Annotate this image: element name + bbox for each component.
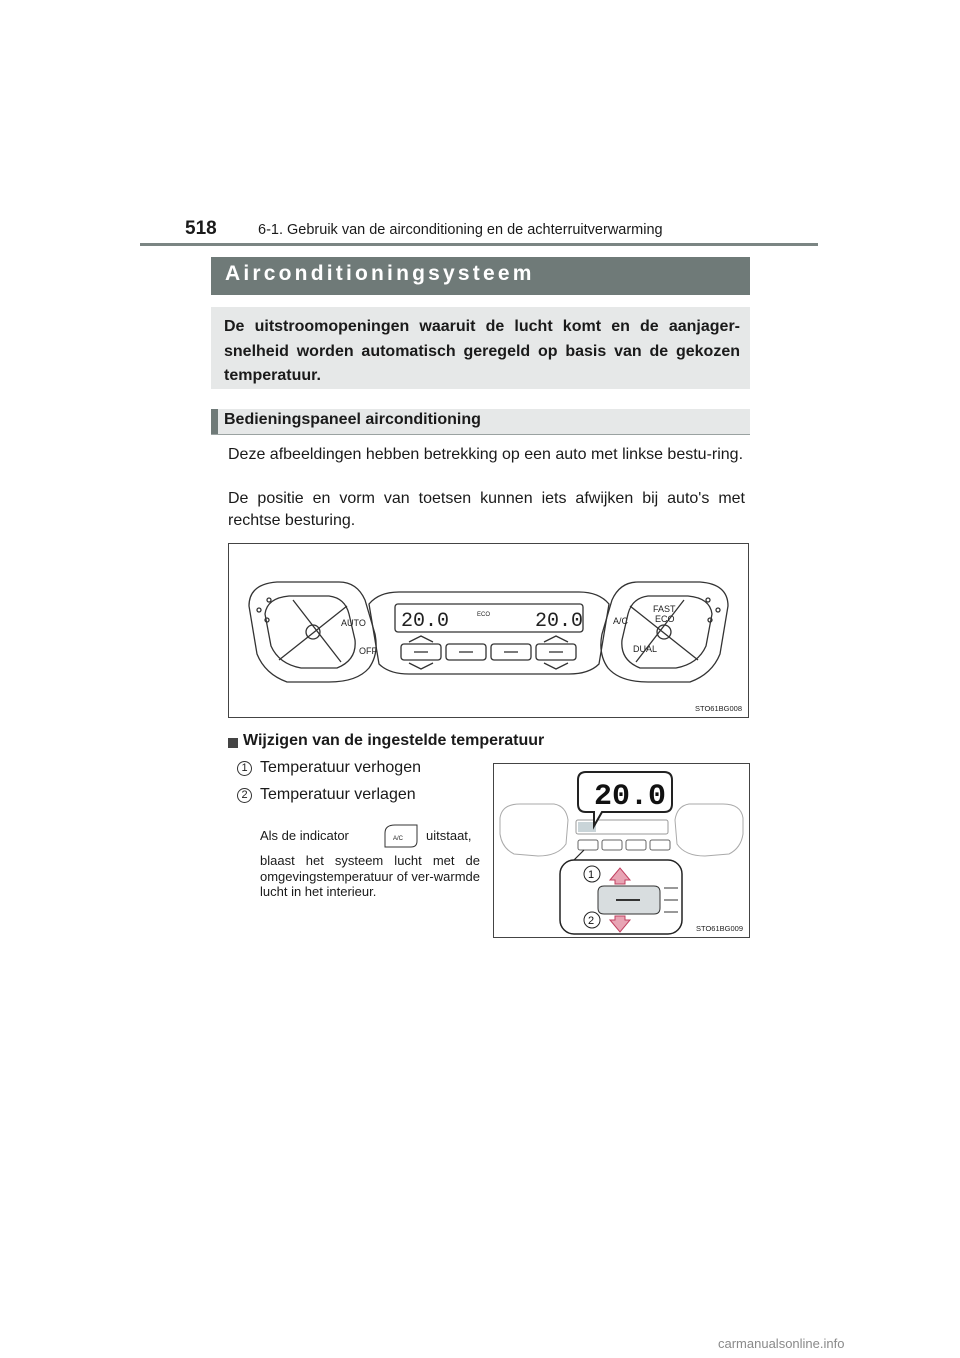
item-increase-temp: Temperatuur verhogen [260, 759, 421, 776]
control-panel-illustration [229, 544, 748, 717]
intro-text: De uitstroomopeningen waaruit de lucht komt en de aanjager-snelheid worden automatisch geregeld op basis van de gekozen temperatuur. [224, 318, 740, 384]
fast-eco-label-top[interactable]: FAST [653, 604, 676, 614]
number-1-icon: 1 [237, 761, 252, 776]
eco-indicator: ECO [477, 612, 491, 618]
watermark: carmanualsonline.info [718, 1336, 845, 1351]
callout-1: 1 [588, 869, 595, 881]
fast-eco-label-bottom[interactable]: ECO [655, 614, 675, 624]
page-number: 518 [185, 218, 217, 239]
chapter-title: 6-1. Gebruik van de airconditioning en de achterruitverwarming [258, 222, 663, 238]
bullet-square [228, 738, 238, 748]
off-button-label[interactable]: OFF [359, 646, 377, 656]
dual-button-label[interactable]: DUAL [633, 644, 658, 654]
section-title: Airconditioningsysteem [225, 262, 535, 285]
left-temp-display: 20.0 [401, 610, 450, 633]
subsection-rule [211, 434, 750, 435]
closeup-temp-display: 20.0 [594, 780, 667, 814]
figure2-caption: STO61BG009 [696, 924, 743, 933]
note-text-start: Als de indicator [260, 828, 349, 843]
temperature-heading: Wijzigen van de ingestelde temperatuur [243, 732, 545, 749]
header-rule [140, 243, 818, 246]
figure1-caption: STO61BG008 [695, 704, 742, 713]
number-2-icon: 2 [237, 788, 252, 803]
ac-indicator-label: A/C [393, 836, 404, 842]
note-text-off: uitstaat, [426, 828, 472, 843]
subsection-accent [211, 409, 218, 434]
note-text-rest: blaast het systeem lucht met de omgevingstemperatuur of ver-warmde lucht in het interieur. [260, 853, 480, 899]
auto-button-label[interactable]: AUTO [341, 618, 366, 628]
paragraph-button-positions: De positie en vorm van toetsen kunnen iets afwijken bij auto's met rechtse besturing. [228, 490, 745, 529]
item-decrease-temp: Temperatuur verlagen [260, 786, 416, 803]
subsection-title: Bedieningspaneel airconditioning [224, 411, 481, 428]
control-panel-figure [228, 543, 749, 718]
right-temp-display: 20.0 [535, 610, 584, 633]
temperature-control-figure [493, 763, 750, 938]
paragraph-steering: Deze afbeeldingen hebben betrekking op een auto met linkse bestu-ring. [228, 446, 744, 463]
ac-button-label[interactable]: A/C [613, 616, 629, 626]
temperature-control-illustration [494, 764, 749, 937]
callout-2: 2 [588, 915, 595, 927]
ac-indicator-icon [381, 821, 421, 851]
